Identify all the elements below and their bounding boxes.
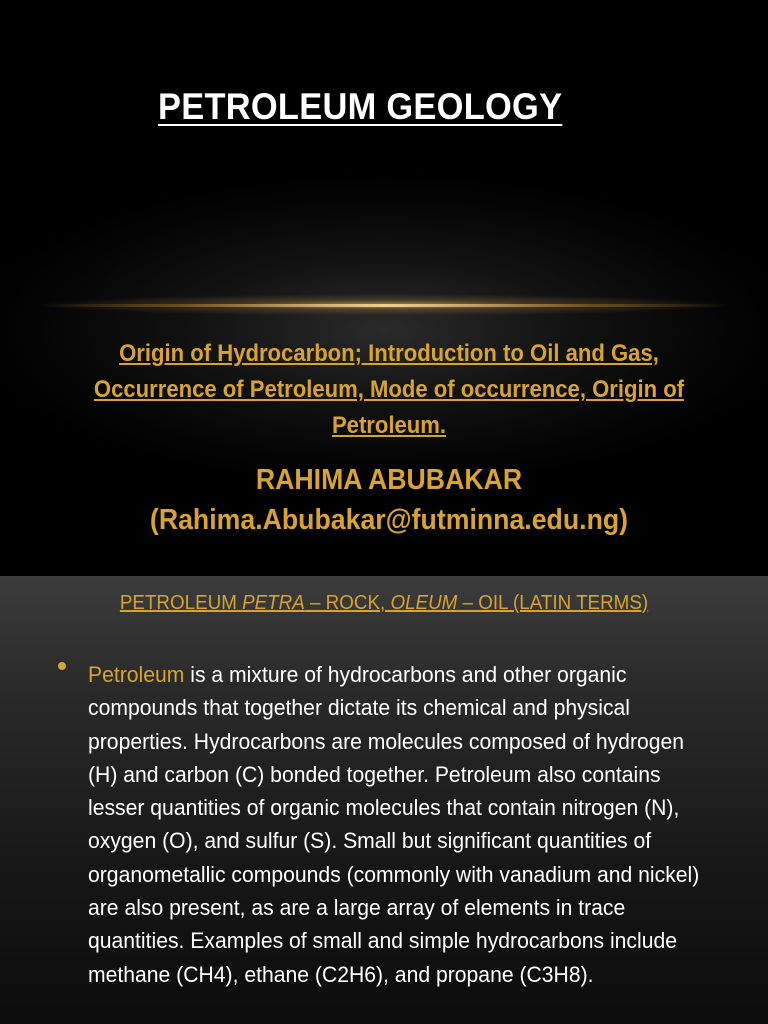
bullet-paragraph bbox=[88, 658, 713, 991]
heading-prefix: PETROLEUM bbox=[119, 592, 243, 614]
heading-oleum: OLEUM bbox=[390, 592, 458, 614]
content-slide bbox=[0, 576, 768, 1024]
slide-subtitle bbox=[72, 336, 707, 444]
heading-petra-meaning: – ROCK, bbox=[304, 592, 391, 614]
bullet-icon bbox=[58, 662, 66, 670]
bullet-text: is a mixture of hydrocarbons and other organic compounds that together dictate its chemical and physical properties. Hydrocarbons are molecules composed of hydrogen (H) and carbon (C) bonded together. Petroleum also contains lesser quantities of organic molecules that contain nitrogen (N), oxygen (O), and sulfur (S). Small but significant quantities of organometallic compounds (commonly with vanadium and nickel) are also present, as are a large array of elements in trace quantities. Examples of small and simple hydrocarbons include methane (CH4), ethane (C2H6), and propane (C3H8). bbox=[88, 662, 700, 987]
subtitle-line: Origin of Hydrocarbon; Introduction to Oil and Gas, bbox=[119, 340, 659, 367]
heading-oleum-meaning: – OIL (LATIN TERMS) bbox=[457, 592, 649, 614]
author-name: RAHIMA ABUBAKAR bbox=[255, 464, 523, 496]
subtitle-line: Petroleum. bbox=[331, 412, 447, 439]
slide-title: PETROLEUM GEOLOGY bbox=[158, 86, 563, 127]
decorative-divider bbox=[40, 304, 730, 307]
slide-heading bbox=[42, 592, 726, 615]
bullet-term: Petroleum bbox=[88, 662, 185, 687]
heading-petra: PETRA bbox=[242, 592, 305, 614]
author-block bbox=[62, 460, 715, 540]
author-email: (Rahima.Abubakar@futminna.edu.ng) bbox=[149, 504, 629, 536]
subtitle-line: Occurrence of Petroleum, Mode of occurrence, Origin of bbox=[93, 376, 685, 403]
